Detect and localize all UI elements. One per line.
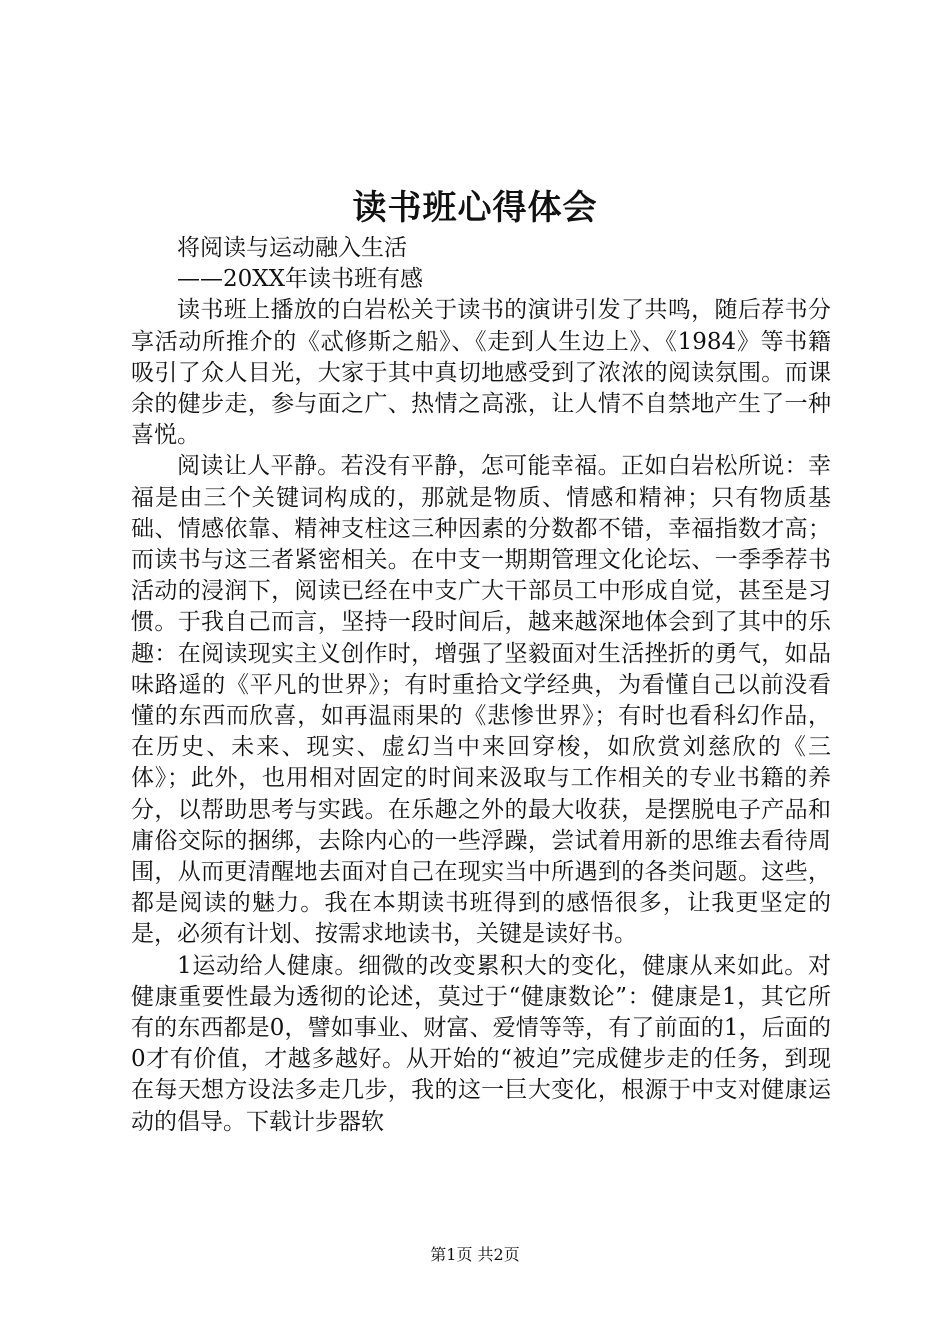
page-number: 第1页 共2页 [430, 1245, 520, 1264]
document-body [131, 233, 831, 1138]
subtitle-line-2: ——20XX年读书班有感 [177, 266, 424, 293]
paragraph: 阅读让人平静。若没有平静，怎可能幸福。正如白岩松所说：幸福是由三个关键词构成的，那就是物质、情感和精神；只有物质基础、情感依靠、精神支柱这三种因素的分数都不错，幸福指数才高；而读书与这三者紧密相关。在中支一期期管理文化论坛、一季季荐书活动的浸润下，阅读已经在中支广大干部员工中形成自觉，甚至是习惯。于我自己而言，坚持一段时间后，越来越深地体会到了其中的乐趣：在阅读现实主义创作时，增强了坚毅面对生活挫折的勇气，如品味路遥的《平凡的世界》；有时重拾文学经典，为看懂自己以前没看懂的东西而欣喜，如再温雨果的《悲惨世界》；有时也看科幻作品，在历史、未来、现实、虚幻当中来回穿梭，如欣赏刘慈欣的《三体》；此外，也用相对固定的时间来汲取与工作相关的专业书籍的养分，以帮助思考与实践。在乐趣之外的最大收获，是摆脱电子产品和庸俗交际的捆绑，去除内心的一些浮躁，尝试着用新的思维去看待周围，从而更清醒地去面对自己在现实当中所遇到的各类问题。这些，都是阅读的魅力。我在本期读书班得到的感悟很多，让我更坚定的是，必须有计划、按需求地读书，关键是读好书。 [131, 453, 831, 948]
subtitle: 将阅读与运动融入生活 [177, 235, 407, 261]
paragraph: 读书班上播放的白岩松关于读书的演讲引发了共鸣，随后荐书分享活动所推介的《忒修斯之船》、《走到人生边上》、《1984》等书籍吸引了众人目光，大家于其中真切地感受到了浓浓的阅读氛围。而课余的健步走，参与面之广、热情之高涨，让人情不自禁地产生了一种喜悦。 [131, 297, 831, 449]
document-title: 读书班心得体会 [352, 188, 598, 228]
paragraph: 1运动给人健康。细微的改变累积大的变化，健康从来如此。对健康重要性最为透彻的论述，莫过于“健康数论”：健康是1，其它所有的东西都是0，譬如事业、财富、爱情等等，有了前面的1，后面的0才有价值，才越多越好。从开始的“被迫”完成健步走的任务，到现在每天想方设法多走几步，我的这一巨大变化，根源于中支对健康运动的倡导。下载计步器软 [131, 952, 831, 1135]
